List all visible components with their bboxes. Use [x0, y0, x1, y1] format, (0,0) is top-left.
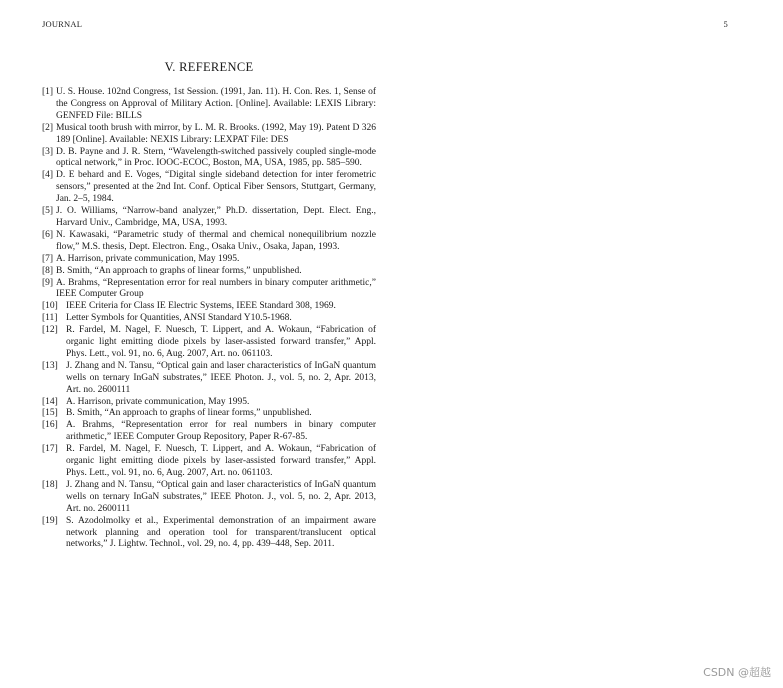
reference-item	[42, 516, 376, 552]
running-header	[42, 19, 728, 29]
reference-label: [17]	[42, 444, 58, 455]
reference-text: B. Smith, “An approach to graphs of linear forms,” unpublished.	[56, 265, 302, 276]
reference-item	[42, 420, 376, 444]
reference-label: [13]	[42, 360, 58, 371]
reference-text: IEEE Criteria for Class IE Electric Systems, IEEE Standard 308, 1969.	[66, 301, 336, 312]
reference-item	[42, 313, 376, 325]
reference-item	[42, 325, 376, 361]
reference-label: [15]	[42, 408, 58, 419]
reference-label: [6]	[42, 229, 54, 240]
reference-item	[42, 87, 376, 123]
reference-item	[42, 254, 376, 266]
reference-item	[42, 123, 376, 147]
reference-label: [8]	[42, 265, 54, 276]
reference-label: [11]	[42, 313, 58, 324]
reference-text: N. Kawasaki, “Parametric study of thermal and chemical nonequilibrium nozzle flow,” M.S. thesis, Dept. Electron. Eng., Osaka Univ., Osaka, Japan, 1993.	[56, 229, 376, 252]
watermark: CSDN @超越	[703, 666, 771, 679]
reference-label: [12]	[42, 325, 58, 336]
reference-label: [19]	[42, 515, 58, 526]
reference-text: S. Azodolmolky et al., Experimental demonstration of an impairment aware network planning and operation tool for transparent/translucent optical networks,” J. Lightw. Technol., vol. 29, no. 4, pp. 439–448, Sep. 2011.	[66, 515, 376, 550]
reference-label: [2]	[42, 122, 54, 133]
reference-item	[42, 206, 376, 230]
reference-label: [16]	[42, 420, 58, 431]
reference-text: A. Harrison, private communication, May 1995.	[66, 396, 250, 407]
reference-item	[42, 147, 376, 171]
reference-label: [18]	[42, 479, 58, 490]
reference-item	[42, 408, 376, 420]
reference-item	[42, 480, 376, 516]
reference-item	[42, 230, 376, 254]
reference-item	[42, 397, 376, 409]
reference-text: A. Brahms, “Representation error for real numbers in binary computer arithmetic,” IEEE Computer Group Repository, Paper R-67-85.	[66, 420, 376, 443]
reference-item	[42, 170, 376, 206]
reference-label: [4]	[42, 170, 54, 181]
reference-label: [7]	[42, 253, 54, 264]
reference-text: U. S. House. 102nd Congress, 1st Session. (1991, Jan. 11). H. Con. Res. 1, Sense of the Congress on Approval of Military Action. [Online]. Available: LEXIS Library: GENFED File: BILLS	[56, 87, 376, 121]
reference-text: R. Fardel, M. Nagel, F. Nuesch, T. Lippert, and A. Wokaun, “Fabrication of organic light emitting diode pixels by laser-assisted forward transfer,” Appl. Phys. Lett., vol. 91, no. 6, Aug. 2007, Art. no. 061103.	[66, 325, 376, 359]
reference-text: A. Brahms, “Representation error for real numbers in binary computer arithmetic,” IEEE Computer Group	[56, 277, 376, 300]
reference-text: B. Smith, “An approach to graphs of linear forms,” unpublished.	[66, 408, 312, 419]
reference-text: D. E behard and E. Voges, “Digital single sideband detection for inter ferometric sensors,” presented at the 2nd Int. Conf. Optical Fiber Sensors, Stuttgart, Germany, Jan. 2–5, 1984.	[56, 170, 376, 205]
reference-label: [14]	[42, 396, 58, 407]
reference-text: Musical tooth brush with mirror, by L. M. R. Brooks. (1992, May 19). Patent D 326 189 [Online]. Available: NEXIS Library: LEXPAT File: DES	[56, 122, 376, 145]
reference-text: A. Harrison, private communication, May 1995.	[56, 253, 240, 264]
reference-item	[42, 266, 376, 278]
reference-label: [3]	[42, 146, 54, 157]
reference-item	[42, 444, 376, 480]
reference-text: J. Zhang and N. Tansu, “Optical gain and laser characteristics of InGaN quantum wells on ternary InGaN substrates,” IEEE Photon. J., vol. 5, no. 2, Apr. 2013, Art. no. 2600111	[66, 360, 376, 395]
reference-item	[42, 301, 376, 313]
journal-name: JOURNAL	[42, 19, 83, 29]
reference-text: J. Zhang and N. Tansu, “Optical gain and laser characteristics of InGaN quantum wells on ternary InGaN substrates,” IEEE Photon. J., vol. 5, no. 2, Apr. 2013, Art. no. 2600111	[66, 479, 376, 514]
reference-item	[42, 361, 376, 397]
reference-text: J. O. Williams, “Narrow-band analyzer,” Ph.D. dissertation, Dept. Elect. Eng., Harvard Univ., Cambridge, MA, USA, 1993.	[56, 206, 376, 228]
page-number: 5	[723, 19, 728, 29]
reference-text: D. B. Payne and J. R. Stern, “Wavelength-switched passively coupled single-mode optical network,” in Proc. IOOC-ECOC, Boston, MA, USA, 1985, pp. 585–590.	[56, 146, 376, 169]
reference-text: R. Fardel, M. Nagel, F. Nuesch, T. Lippert, and A. Wokaun, “Fabrication of organic light emitting diode pixels by laser-assisted forward transfer,” Appl. Phys. Lett., vol. 91, no. 6, Aug. 2007, Art. no. 061103.	[66, 444, 376, 478]
reference-list	[42, 87, 376, 551]
reference-item	[42, 278, 376, 302]
reference-label: [9]	[42, 277, 54, 288]
reference-label: [5]	[42, 206, 54, 217]
reference-label: [1]	[42, 87, 54, 97]
reference-label: [10]	[42, 301, 58, 312]
section-title: V. REFERENCE	[164, 60, 254, 74]
reference-text: Letter Symbols for Quantities, ANSI Standard Y10.5-1968.	[66, 313, 292, 324]
